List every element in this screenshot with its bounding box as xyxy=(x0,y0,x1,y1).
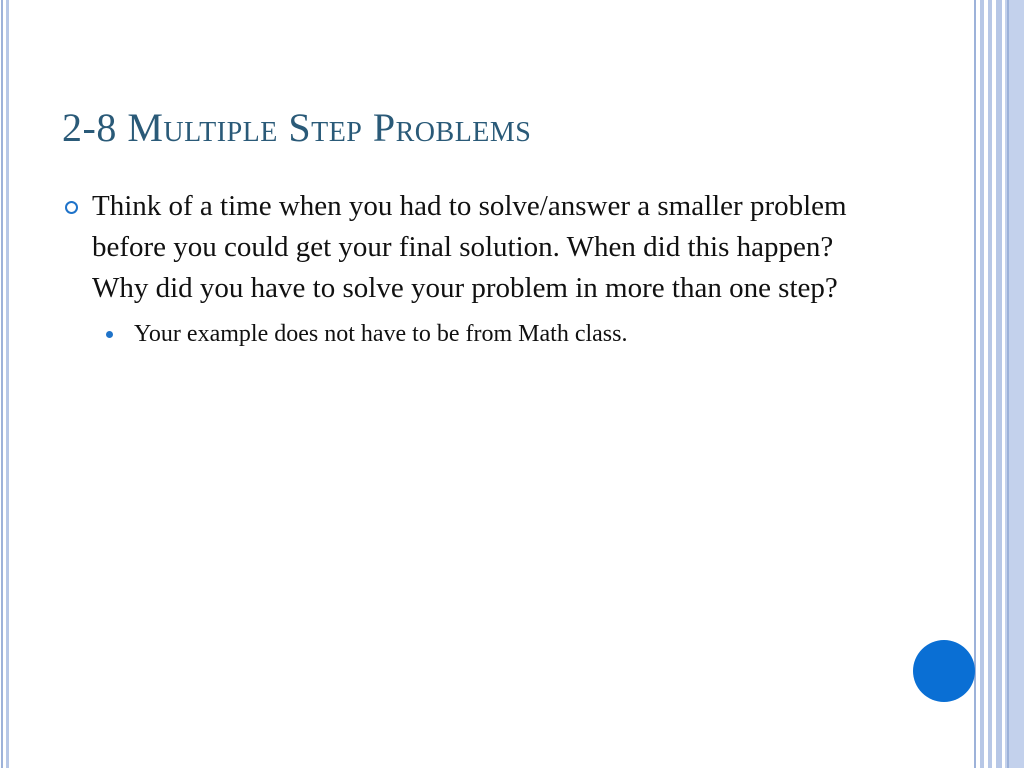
slide-title: 2-8 Multiple Step Problems xyxy=(62,105,532,150)
right-border-decoration xyxy=(974,0,1024,768)
ring-bullet-icon xyxy=(65,201,78,214)
bullet-item xyxy=(62,186,872,309)
sub-bullet-text: Your example does not have to be from Math class. xyxy=(134,321,628,347)
left-border-decoration xyxy=(0,0,14,768)
decorative-circle xyxy=(913,640,975,702)
sub-bullet-item xyxy=(62,317,872,351)
slide-content xyxy=(62,186,872,351)
dot-bullet-icon xyxy=(106,331,113,338)
bullet-text: Think of a time when you had to solve/answer a smaller problem before you could get your final solution. When did this happen? Why did you have to solve your problem in more than one step? xyxy=(92,190,847,304)
